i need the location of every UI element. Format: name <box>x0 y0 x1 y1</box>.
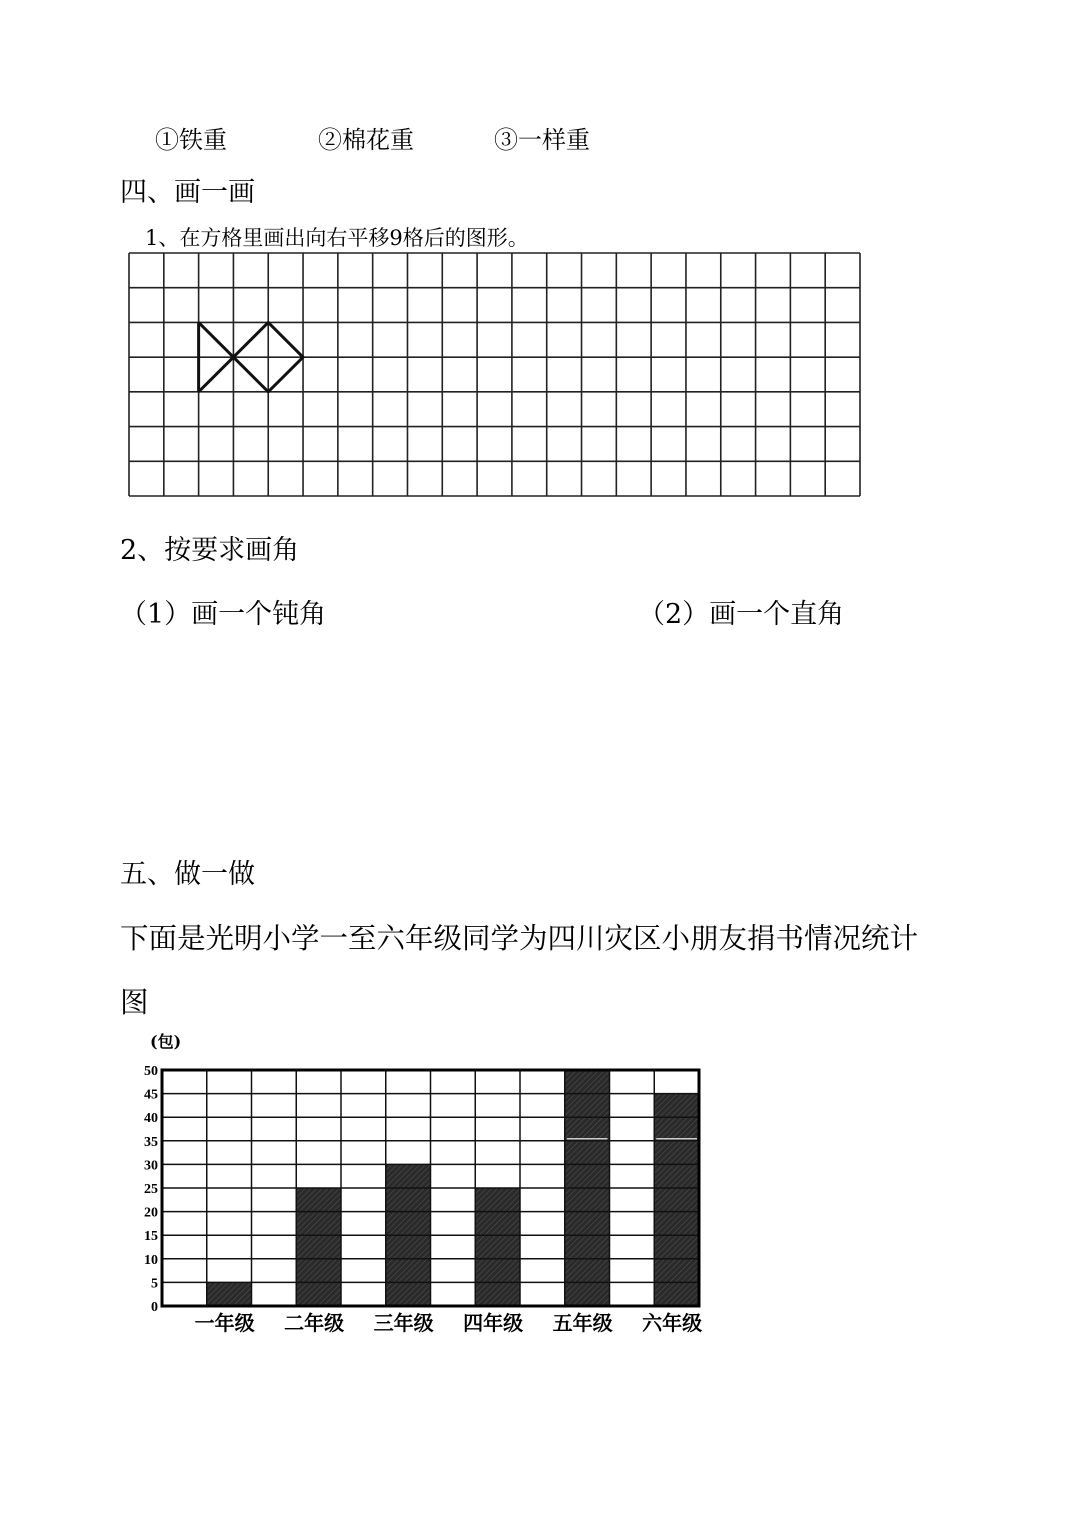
y-axis-unit-label: (包) <box>150 1032 182 1051</box>
x-category-label: 四年级 <box>463 1311 524 1335</box>
x-category-label: 三年级 <box>373 1311 434 1335</box>
y-tick-label: 40 <box>144 1111 158 1127</box>
bar-4 <box>475 1188 520 1306</box>
y-tick-label: 25 <box>144 1182 158 1197</box>
question-2a-obtuse-angle: （1）画一个钝角 <box>120 599 327 630</box>
y-tick-label: 50 <box>144 1064 158 1079</box>
option-same-weight: ③一样重 <box>494 126 590 154</box>
section5-description-cont: 图 <box>120 986 149 1019</box>
x-category-label: 五年级 <box>552 1311 613 1335</box>
y-tick-label: 15 <box>144 1229 158 1245</box>
bar-1 <box>207 1282 252 1306</box>
question-1-text: 1、在方格里画出向右平移9格后的图形。 <box>145 226 529 250</box>
y-tick-label: 5 <box>151 1276 158 1292</box>
section4-title: 四、画一画 <box>120 177 255 208</box>
x-category-label: 二年级 <box>284 1311 345 1335</box>
y-tick-label: 0 <box>151 1300 158 1315</box>
y-tick-label: 10 <box>144 1252 158 1268</box>
x-category-label: 六年级 <box>642 1311 703 1335</box>
option-iron-heavier: ①铁重 <box>155 126 227 154</box>
bar-2 <box>296 1188 341 1306</box>
bar-6 <box>654 1094 699 1306</box>
section5-title: 五、做一做 <box>120 859 255 890</box>
y-tick-label: 35 <box>144 1134 158 1150</box>
y-tick-label: 30 <box>144 1158 158 1174</box>
option-cotton-heavier: ②棉花重 <box>318 126 414 154</box>
question-2-text: 2、按要求画角 <box>120 535 300 566</box>
y-tick-label: 20 <box>144 1205 158 1221</box>
x-category-label: 一年级 <box>194 1311 255 1335</box>
section5-description: 下面是光明小学一至六年级同学为四川灾区小朋友捐书情况统计 <box>120 922 919 955</box>
question-2b-right-angle: （2）画一个直角 <box>638 599 845 630</box>
y-tick-label: 45 <box>144 1087 158 1103</box>
